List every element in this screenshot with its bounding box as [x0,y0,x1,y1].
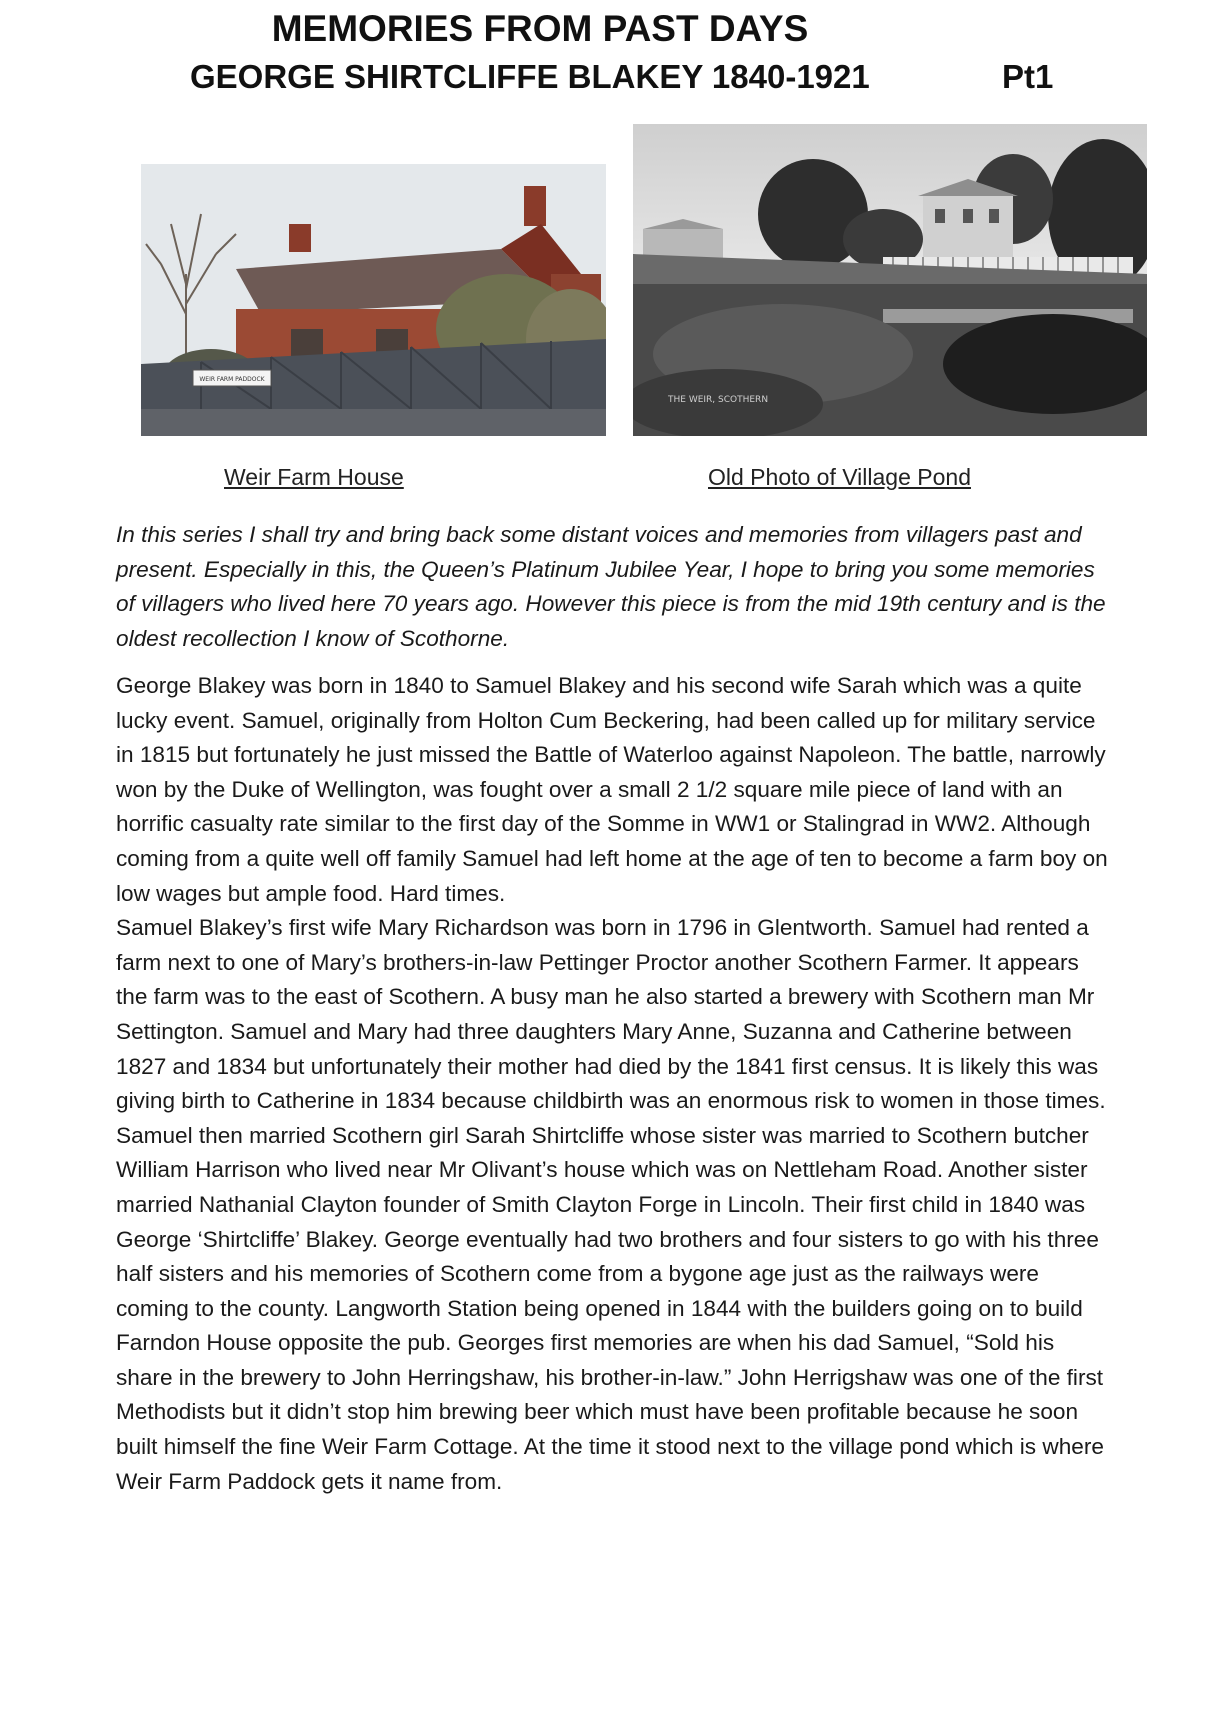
subtitle-text: GEORGE SHIRTCLIFFE BLAKEY 1840-1921 [190,58,870,95]
intro-paragraph: In this series I shall try and bring back some distant voices and memories from villagers past and present. Especially in this, the Queen’s Platinum Jubilee Year, I hope to bring you some memories of villagers who lived here 70 years ago. However this piece is from the mid 19th century and is the oldest recollection I know of Scothorne. [116,522,1106,651]
page-title: MEMORIES FROM PAST DAYS [271,8,809,49]
page-subtitle [190,58,1090,96]
body-paragraph: Samuel then married Scothern girl Sarah Shirtcliffe whose sister was married to Scothern butcher William Harrison who lived near Mr Olivant’s house which was on Nettleham Road. Another sister married Nathanial Clayton founder of Smith Clayton Forge in Lincoln. Their first child in 1840 was George ‘Shirtcliffe’ Blakey. George eventually had two brothers and four sisters to go with his three half sisters and his memories of Scothern come from a bygone age just as the railways were coming to the county. Langworth Station being opened in 1844 with the builders going on to build Farndon House opposite the pub. Georges first memories are when his dad Samuel, “Sold his share in the brewery to John Herringshaw, his brother-in-law.” John Herrigshaw was one of the first Methodists but it didn’t stop him brewing beer which must have been profitable because he soon built himself the fine Weir Farm Cottage. At the time it stood next to the village pond which is where Weir Farm Paddock gets it name from. [116,1122,1104,1494]
body-paragraph: George Blakey was born in 1840 to Samuel Blakey and his second wife Sarah which was a quite lucky event. Samuel, originally from Holton Cum Beckering, had been called up for military service in 1815 but fortunately he just missed the Battle of Waterloo against Napoleon. The battle, narrowly won by the Duke of Wellington, was fought over a small 2 1/2 square mile piece of land with an horrific casualty rate similar to the first day of the Somme in WW1 or Stalingrad in WW2. Although coming from a quite well off family Samuel had left home at the age of ten to become a farm boy on low wages but ample food. Hard times. [116,673,1108,906]
sign-text: WEIR FARM PADDOCK [199,376,265,383]
photo-caption-village-pond: Old Photo of Village Pond [708,464,971,490]
part-label: Pt1 [1002,58,1054,95]
article-body [116,669,1116,1499]
photo-caption-weir-farm: Weir Farm House [224,464,404,490]
photo-watermark: THE WEIR, SCOTHERN [668,395,769,405]
village-pond-photo [633,124,1147,436]
body-paragraph: Samuel Blakey’s first wife Mary Richardson was born in 1796 in Glentworth. Samuel had rented a farm next to one of Mary’s brothers-in-law Pettinger Proctor another Scothern Farmer. It appears the farm was to the east of Scothern. A busy man he also started a brewery with Scothern man Mr Settington. Samuel and Mary had three daughters Mary Anne, Suzanna and Catherine between 1827 and 1834 but unfortunately their mother had died by the 1841 first census. It is likely this was giving birth to Catherine in 1834 because childbirth was an enormous risk to women in those times. [116,915,1106,1114]
weir-farm-house-photo [141,164,606,436]
